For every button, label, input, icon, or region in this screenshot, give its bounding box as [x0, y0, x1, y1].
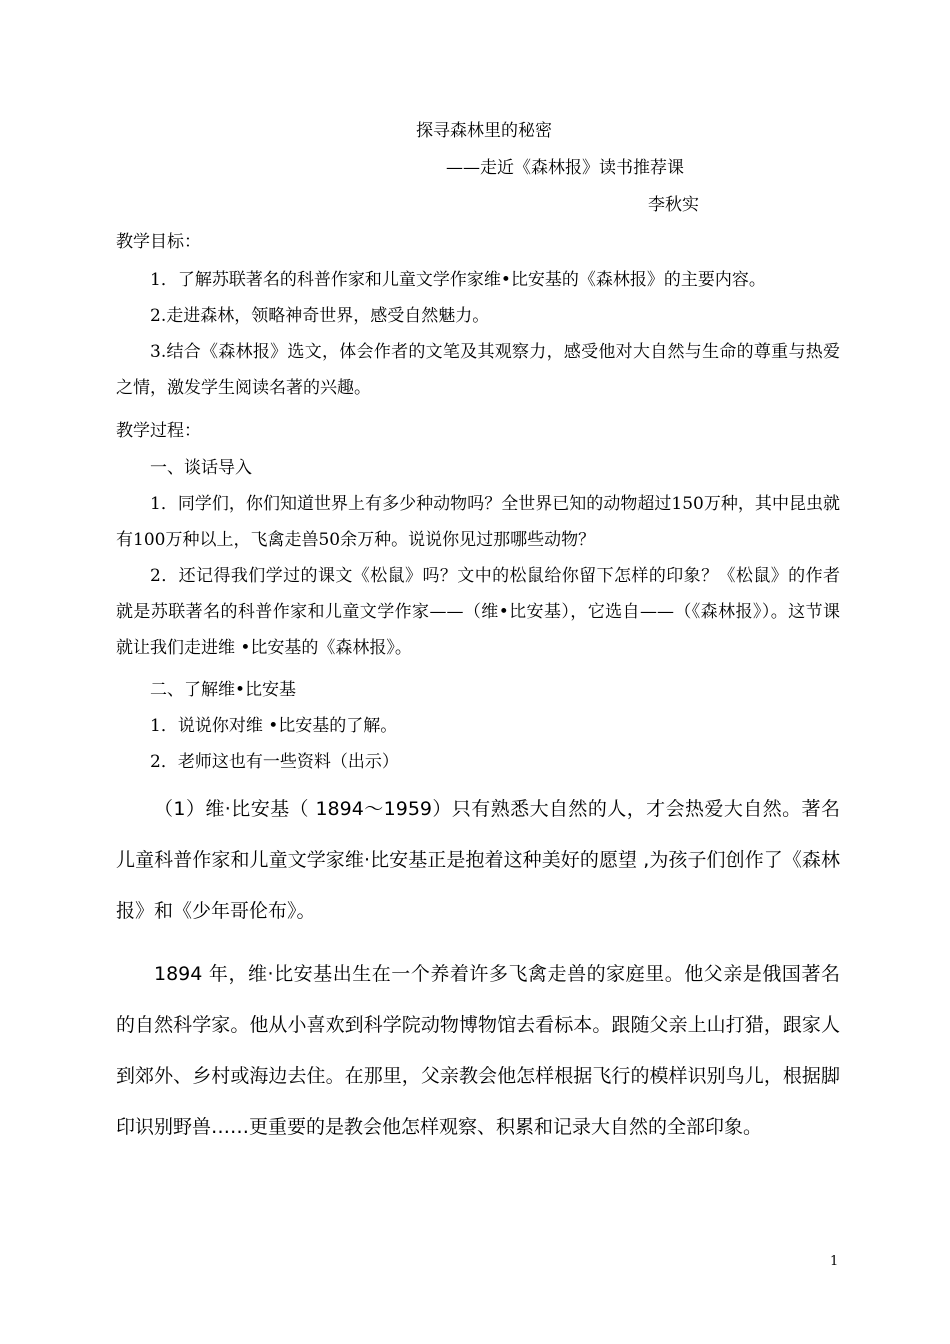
process-section-2: [116, 672, 840, 780]
document-title: 探寻森林里的秘密: [416, 121, 552, 141]
process-heading: 教学过程：: [116, 421, 201, 441]
material-paragraph: （1）维·比安基（ 1894～1959）只有熟悉大自然的人，才会热爱大自然。著名儿童科普作家和儿童文学家维·比安基正是抱着这种美好的愿望 ,为孩子们创作了《森林报》和《少年哥伦布》。: [116, 798, 840, 922]
author-name: 李秋实: [648, 195, 699, 215]
goal-item: 2.走进森林，领略神奇世界，感受自然魅力。: [150, 306, 490, 326]
section-heading: 二、了解维•比安基: [150, 680, 297, 700]
material-paragraph: 1894 年，维·比安基出生在一个养着许多飞禽走兽的家庭里。他父亲是俄国著名的自然科学家。他从小喜欢到科学院动物博物馆去看标本。跟随父亲上山打猎，跟家人到郊外、乡村或海边去住。在那里，父亲教会他怎样根据飞行的模样识别鸟儿，根据脚印识别野兽……更重要的是教会他怎样观察、积累和记录大自然的全部印象。: [116, 963, 840, 1138]
process-item: 1．说说你对维 •比安基的了解。: [150, 716, 398, 736]
section-heading: 一、谈话导入: [150, 458, 252, 478]
process-item: 2．还记得我们学过的课文《松鼠》吗？文中的松鼠给你留下怎样的印象？《松鼠》的作者就是苏联著名的科普作家和儿童文学作家——（维•比安基），它选自——（《森林报》）。这节课就让我们走进维 •比安基的《森林报》。: [116, 566, 840, 658]
document-subtitle: ——走近《森林报》读书推荐课: [446, 158, 684, 178]
goal-item: 1．了解苏联著名的科普作家和儿童文学作家维•比安基的《森林报》的主要内容。: [150, 270, 766, 290]
process-item: 2．老师这也有一些资料（出示）: [150, 752, 399, 772]
goals-list: [116, 262, 840, 406]
page-number: 1: [830, 1254, 839, 1269]
material-paragraphs: [116, 784, 840, 1153]
goal-item: 3.结合《森林报》选文，体会作者的文笔及其观察力，感受他对大自然与生命的尊重与热爱之情，激发学生阅读名著的兴趣。: [116, 342, 840, 398]
goals-heading: 教学目标：: [116, 232, 201, 252]
process-section-1: [116, 450, 840, 666]
process-item: 1．同学们，你们知道世界上有多少种动物吗？全世界已知的动物超过150万种，其中昆虫就有100万种以上，飞禽走兽50余万种。说说你见过那哪些动物？: [116, 494, 840, 550]
